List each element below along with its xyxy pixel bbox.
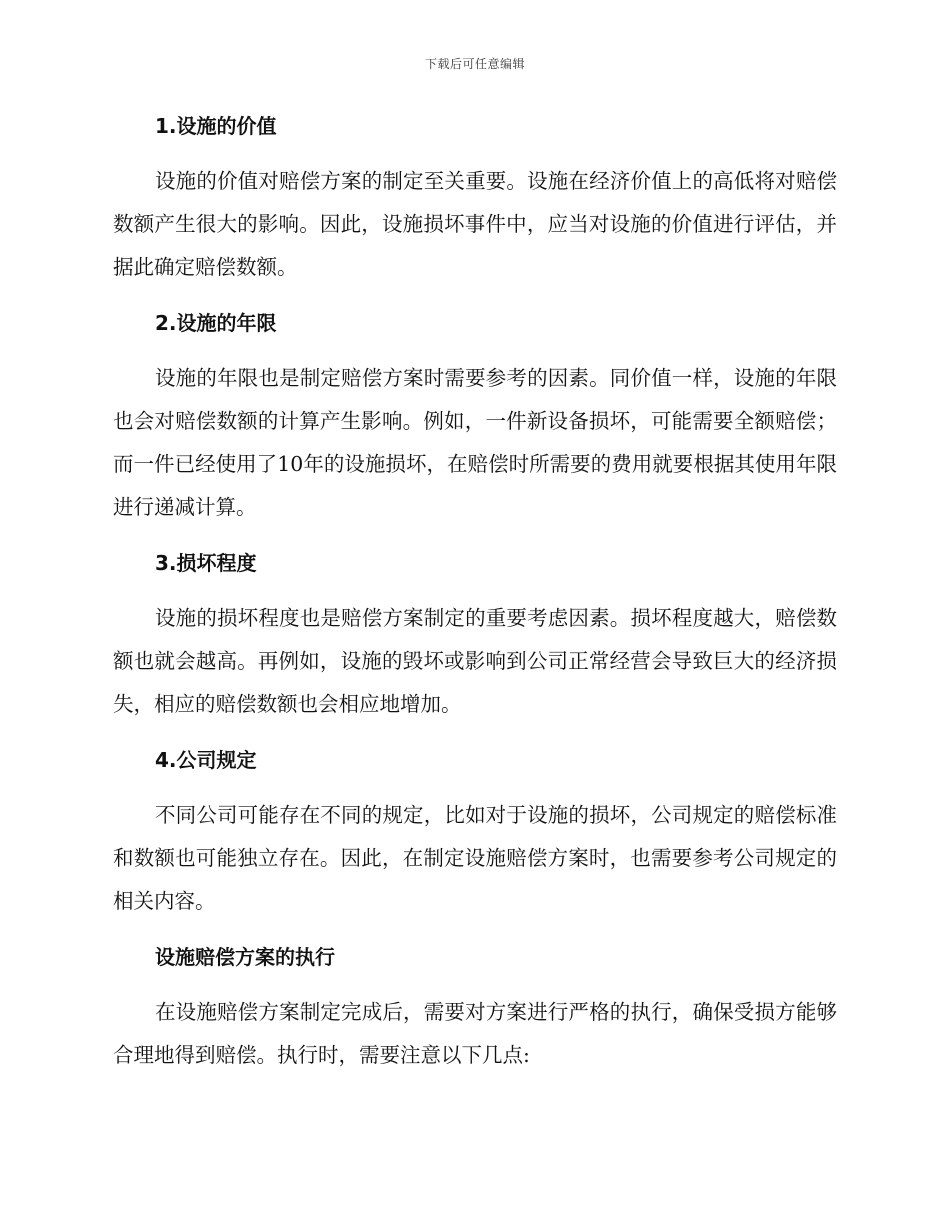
section-heading: 2.设施的年限	[155, 311, 277, 335]
section-heading: 4.公司规定	[155, 748, 257, 772]
section-paragraph: 不同公司可能存在不同的规定，比如对于设施的损坏，公司规定的赔偿标准和数额也可能独立存在。因此，在制定设施赔偿方案时，也需要参考公司规定的相关内容。	[113, 803, 837, 913]
header-note: 下载后可任意编辑	[424, 57, 525, 71]
section-paragraph: 设施的价值对赔偿方案的制定至关重要。设施在经济价值上的高低将对赔偿数额产生很大的影响。因此，设施损坏事件中，应当对设施的价值进行评估，并据此确定赔偿数额。	[113, 169, 837, 279]
section-heading: 3.损坏程度	[155, 551, 257, 575]
document-body	[113, 108, 837, 1093]
section-paragraph: 设施的年限也是制定赔偿方案时需要参考的因素。同价值一样，设施的年限也会对赔偿数额的计算产生影响。例如，一件新设备损坏，可能需要全额赔偿；而一件已经使用了10年的设施损坏，在赔偿时所需要的费用就要根据其使用年限进行递减计算。	[113, 366, 837, 519]
section-heading: 1.设施的价值	[155, 114, 277, 138]
section-paragraph: 设施的损坏程度也是赔偿方案制定的重要考虑因素。损坏程度越大，赔偿数额也就会越高。再例如，设施的毁坏或影响到公司正常经营会导致巨大的经济损失，相应的赔偿数额也会相应地增加。	[113, 606, 837, 716]
section-paragraph: 在设施赔偿方案制定完成后，需要对方案进行严格的执行，确保受损方能够合理地得到赔偿。执行时，需要注意以下几点:	[113, 1000, 837, 1067]
section-heading: 设施赔偿方案的执行	[155, 945, 335, 969]
